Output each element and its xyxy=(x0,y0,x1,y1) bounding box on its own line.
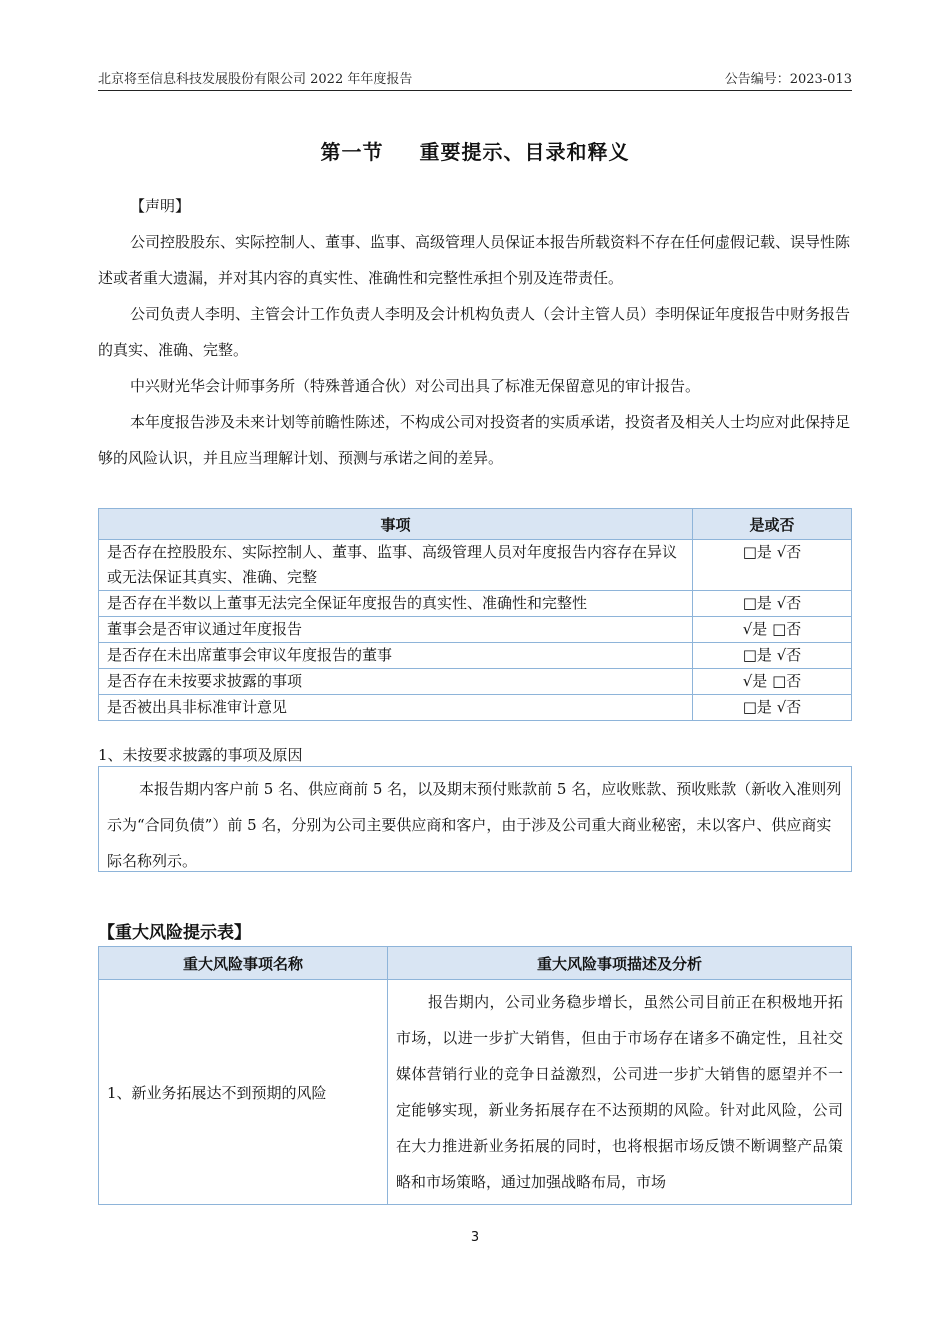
column-header-risk-name: 重大风险事项名称 xyxy=(99,947,388,980)
matter-answer: √是 □否 xyxy=(693,617,852,643)
table-row xyxy=(99,669,852,695)
section-title xyxy=(0,136,950,165)
undisclosed-reason-box: 本报告期内客户前 5 名、供应商前 5 名，以及期末预付账款前 5 名，应收账款、预收账款（新收入准则列示为“合同负债”）前 5 名，分别为公司主要供应商和客户，由于涉及公司重大商业秘密，未以客户、供应商实际名称列示。 xyxy=(98,766,852,872)
matter-item: 是否存在半数以上董事无法完全保证年度报告的真实性、准确性和完整性 xyxy=(99,591,693,617)
matter-item: 是否存在控股股东、实际控制人、董事、监事、高级管理人员对年度报告内容存在异议或无法保证其真实、准确、完整 xyxy=(99,540,693,591)
matter-answer: □是 √否 xyxy=(693,591,852,617)
page-number: 3 xyxy=(470,1230,480,1245)
column-header-item: 事项 xyxy=(99,509,693,540)
announcement-number: 公告编号：2023-013 xyxy=(724,72,852,87)
statement-paragraph-4: 本年度报告涉及未来计划等前瞻性陈述，不构成公司对投资者的实质承诺，投资者及相关人士均应对此保持足够的风险认识，并且应当理解计划、预测与承诺之间的差异。 xyxy=(98,413,851,467)
report-title: 北京将至信息科技发展股份有限公司 2022 年年度报告 xyxy=(98,72,413,87)
section-number: 第一节 xyxy=(320,140,384,164)
matter-answer: □是 √否 xyxy=(693,643,852,669)
table-row xyxy=(99,695,852,721)
statement-paragraph-3: 中兴财光华会计师事务所（特殊普通合伙）对公司出具了标准无保留意见的审计报告。 xyxy=(130,377,701,395)
matters-table xyxy=(98,508,852,721)
statement-paragraph-1: 公司控股股东、实际控制人、董事、监事、高级管理人员保证本报告所载资料不存在任何虚假记载、误导性陈述或者重大遗漏，并对其内容的真实性、准确性和完整性承担个别及连带责任。 xyxy=(98,233,851,287)
risk-name: 1、新业务拓展达不到预期的风险 xyxy=(99,980,388,1205)
table-row xyxy=(99,643,852,669)
column-header-risk-description: 重大风险事项描述及分析 xyxy=(388,947,852,980)
matter-answer: □是 √否 xyxy=(693,695,852,721)
column-header-yes-no: 是或否 xyxy=(693,509,852,540)
risk-description: 报告期内，公司业务稳步增长，虽然公司目前正在积极地开拓市场，以进一步扩大销售，但由于市场存在诸多不确定性，且社交媒体营销行业的竞争日益激烈，公司进一步扩大销售的愿望并不一定能够实现，新业务拓展存在不达预期的风险。针对此风险，公司在大力推进新业务拓展的同时，也将根据市场反馈不断调整产品策略和市场策略，通过加强战略布局，市场 xyxy=(388,980,852,1205)
section-name: 重要提示、目录和释义 xyxy=(419,140,630,164)
matter-item: 是否存在未出席董事会审议年度报告的董事 xyxy=(99,643,693,669)
matter-item: 董事会是否审议通过年度报告 xyxy=(99,617,693,643)
matter-answer: □是 √否 xyxy=(693,540,852,591)
matter-item: 是否被出具非标准审计意见 xyxy=(99,695,693,721)
risk-table xyxy=(98,946,852,1205)
table-row xyxy=(99,540,852,591)
table-row xyxy=(99,980,852,1205)
matter-item: 是否存在未按要求披露的事项 xyxy=(99,669,693,695)
statement-paragraph-2: 公司负责人李明、主管会计工作负责人李明及会计机构负责人（会计主管人员）李明保证年度报告中财务报告的真实、准确、完整。 xyxy=(98,305,851,359)
risk-table-title: 【重大风险提示表】 xyxy=(98,923,251,943)
table-row xyxy=(99,617,852,643)
table-row xyxy=(99,591,852,617)
statement-label: 【声明】 xyxy=(130,197,191,215)
table-header-row xyxy=(99,947,852,980)
matter-answer: √是 □否 xyxy=(693,669,852,695)
page-header xyxy=(98,64,852,91)
undisclosed-heading: 1、未按要求披露的事项及原因 xyxy=(98,746,303,764)
table-header-row xyxy=(99,509,852,540)
